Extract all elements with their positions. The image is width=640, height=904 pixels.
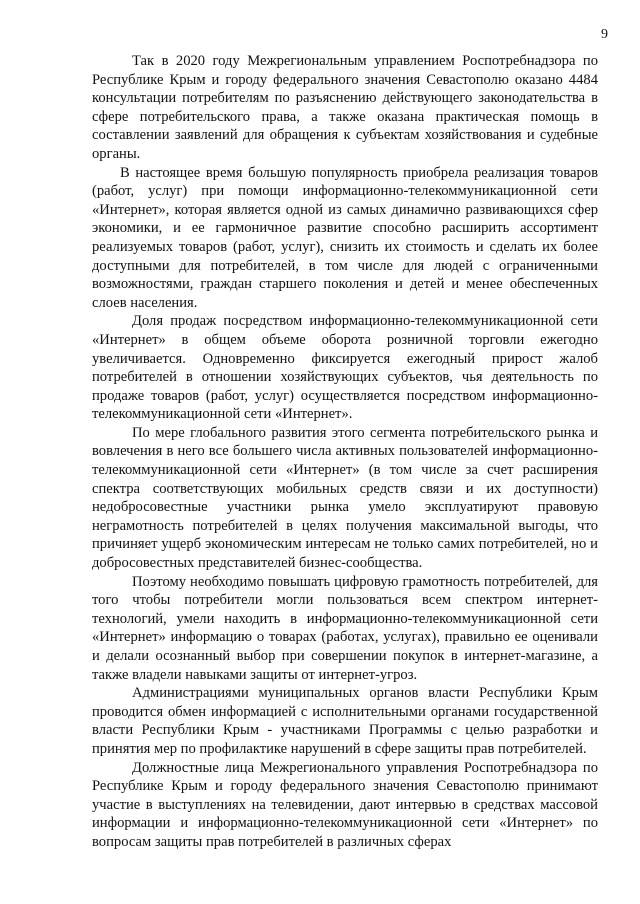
paragraph-sales-share: Доля продаж посредством информационно-телекоммуникационной сети «Интернет» в общем объеме оборота розничной торговли ежегодно увеличивается. Одновременно фиксируется ежегодный прирост жалоб потребителей в отношении хозяйствующих субъектов, чья деятельность по продаже товаров (работ, услуг) осуществляется посредством информационно-телекоммуникационной сети «Интернет». — [92, 313, 598, 423]
paragraph-internet-sales: В настоящее время большую популярность приобрела реализация товаров (работ, услуг) при помощи информационно-телекоммуникационной сети «Интернет», которая является одной из самых динамично развивающихся сфер экономики, и ее гармоничное развитие способно расширить ассортимент реализуемых товаров (работ, услуг), снизить их стоимость и сделать их более доступными для потребителей, в том числе для людей с ограниченными возможностями, граждан старшего поколения и детей и менее обеспеченных слоев населения. — [92, 164, 598, 311]
paragraph-market-development: По мере глобального развития этого сегмента потребительского рынка и вовлечения в него все большего числа активных пользователей информационно-телекоммуникационной сети «Интернет» (в том числе за счет расширения спектра соответствующих мобильных средств связи и их доступности) недобросовестные участники рынка умело эксплуатируют правовую неграмотность потребителей в целях получения максимальной выгоды, что причиняет ущерб экономическим интересам не только самих потребителей, но и добросовестных представителей бизнес-сообщества. — [92, 424, 598, 572]
paragraph-digital-literacy: Поэтому необходимо повышать цифровую грамотность потребителей, для того чтобы потребители могли пользоваться всем спектром интернет-технологий, умели находить в информационно-телекоммуникационной сети «Интернет» информацию о товарах (работах, услугах), правильно ее оценивали и делали осознанный выбор при совершении покупок в интернет-магазине, а также владели навыками защиты от интернет-угроз. — [92, 573, 598, 683]
page-number: 9 — [601, 27, 608, 42]
paragraph-officials: Должностные лица Межрегионального управления Роспотребнадзора по Республике Крым и городу федерального значения Севастополю принимают участие в выступлениях на телевидении, дают интервью в средствах массовой информации и информационно-телекоммуникационной сети «Интернет» по вопросам защиты прав потребителей в различных сферах — [92, 759, 598, 850]
paragraph-administrations: Администрациями муниципальных органов власти Республики Крым проводится обмен информацией с исполнительными органами государственной власти Республики Крым - участниками Программы с целью разработки и принятия мер по профилактике нарушений в сфере защиты прав потребителей. — [92, 685, 598, 757]
paragraph-consultations: Так в 2020 году Межрегиональным управлением Роспотребнадзора по Республике Крым и городу федерального значения Севастополю оказано 4484 консультации потребителям по разъяснению действующего законодательства в сфере потребительского права, а также оказана практическая помощь в составлении заявлений для обращения к субъектам хозяйствования и судебные органы. — [92, 53, 598, 162]
document-body — [92, 52, 598, 852]
